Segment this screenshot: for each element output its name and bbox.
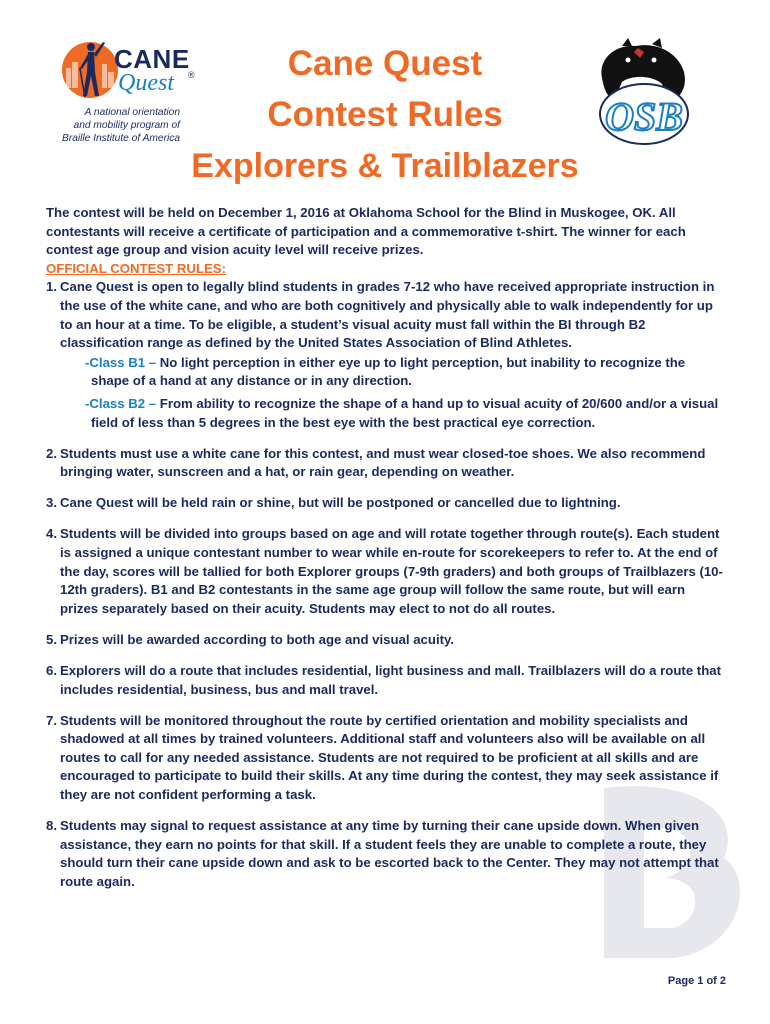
rules-heading: OFFICIAL CONTEST RULES: — [46, 260, 226, 276]
rule-number: 7. — [46, 712, 57, 728]
rule-number: 8. — [46, 818, 57, 834]
intro-text-1: The contest will be held on December 1, 2016 at — [46, 205, 349, 220]
rule-item — [46, 662, 726, 699]
rule-text: Cane Quest is open to legally blind students in grades 7-12 who have received appropriate instruction in the use of the white cane, and who are both cognitively and physically able to walk independently for up to an hour at a time. To be eligible, a student’s visual acuity must fall within the BI through B2 classification range as defined by the United States Association of Blind Athletes. — [60, 279, 715, 351]
title-line-1: Cane Quest — [287, 44, 483, 83]
rule-text: Cane Quest will be held rain or shine, but will be postponed or cancelled due to lightning. — [60, 495, 621, 511]
class-b2 — [85, 395, 726, 432]
logo-cane-text: CANE — [114, 44, 190, 74]
tagline-line: and mobility program of — [73, 120, 180, 131]
cane-quest-logo — [52, 38, 202, 148]
logo-tagline — [52, 106, 180, 145]
rule-text: Students will be monitored throughout the route by certified orientation and mobility specialists and shadowed at all times by trained volunteers. Additional staff and volunteers also will be available on all routes to call for any needed assistance. Students are not required to be proficient at all skills and are encouraged to participate to build their skills. At any time during the contest, they may seek assistance if they are not confident performing a task. — [60, 712, 719, 803]
class-name: -Class B1 – — [85, 354, 160, 370]
rule-number: 4. — [46, 526, 57, 542]
tagline-line: Braille Institute of America — [62, 133, 180, 144]
rule-item — [46, 631, 726, 650]
rule-item — [46, 278, 726, 432]
cane-walker-icon — [60, 38, 120, 102]
rule-text: Students must use a white cane for this contest, and must wear closed-toe shoes. We also recommend bringing water, sunscreen and a hat, or rain gear, depending on weather. — [60, 445, 706, 480]
registered-mark: ® — [188, 70, 195, 80]
rule-text: Explorers will do a route that includes residential, light business and mall. Trailblazers will do a route that includes residential, business, bus and mall travel. — [60, 662, 721, 697]
rules-content — [46, 204, 726, 892]
rule-text: Prizes will be awarded according to both age and visual acuity. — [60, 631, 455, 647]
school-name: Oklahoma School for the Blind — [348, 205, 542, 220]
osb-letters: OSB — [605, 94, 683, 139]
class-description: From ability to recognize the shape of a hand up to visual acuity of 20/600 and/or a visual field of less than 5 degrees in the best eye with the best practical eye correction. — [91, 395, 719, 430]
rule-number: 5. — [46, 631, 57, 647]
title-line-2: Contest Rules — [267, 95, 503, 134]
rule-item — [46, 525, 726, 618]
class-description: No light perception in either eye up to light perception, but inability to recognize the shape of a hand at any distance or in any direction. — [91, 354, 686, 389]
intro-text-2: in Muskogee, OK. All contestants will receive a certificate of participation and a commemorative t-shirt. The winner for each contest age group and vision acuity level will receive prizes. — [46, 205, 686, 258]
rule-item — [46, 494, 726, 513]
rule-number: 6. — [46, 662, 57, 678]
rule-text: Students will be divided into groups based on age and will rotate together through route(s). Each student is assigned a unique contestant number to wear while en-route for scorekeepers to refer to. At the end of the day, scores will be tallied for both Explorer groups (7-9th graders) and both groups of Trailblazers (10-12th graders). B1 and B2 contestants in the same age group will follow the same route, but will earn prizes separately based on their acuity. Students may elect to not do all routes. — [60, 526, 723, 616]
rule-number: 2. — [46, 445, 57, 461]
class-name: -Class B2 – — [85, 395, 160, 411]
rule-item — [46, 817, 726, 891]
rule-number: 1. — [46, 279, 57, 295]
rule-number: 3. — [46, 495, 57, 511]
page-number: Page 1 of 2 — [667, 975, 726, 987]
rule-item — [46, 445, 726, 482]
intro-paragraph — [46, 204, 726, 260]
rule-item — [46, 712, 726, 805]
class-b1 — [85, 354, 726, 391]
title-line-3: Explorers & Trailblazers — [191, 147, 579, 185]
osb-panther-emblem — [592, 38, 692, 148]
logo-quest-text: Quest — [118, 70, 174, 96]
rule-text: Students may signal to request assistance at any time by turning their cane upside down. When given assistance, they earn no points for that skill. If a student feels they are unable to complete a route, they should turn their cane upside down and ask to be escorted back to the Center. They may not attempt that route again. — [60, 818, 719, 889]
tagline-line: A national orientation — [84, 107, 180, 118]
